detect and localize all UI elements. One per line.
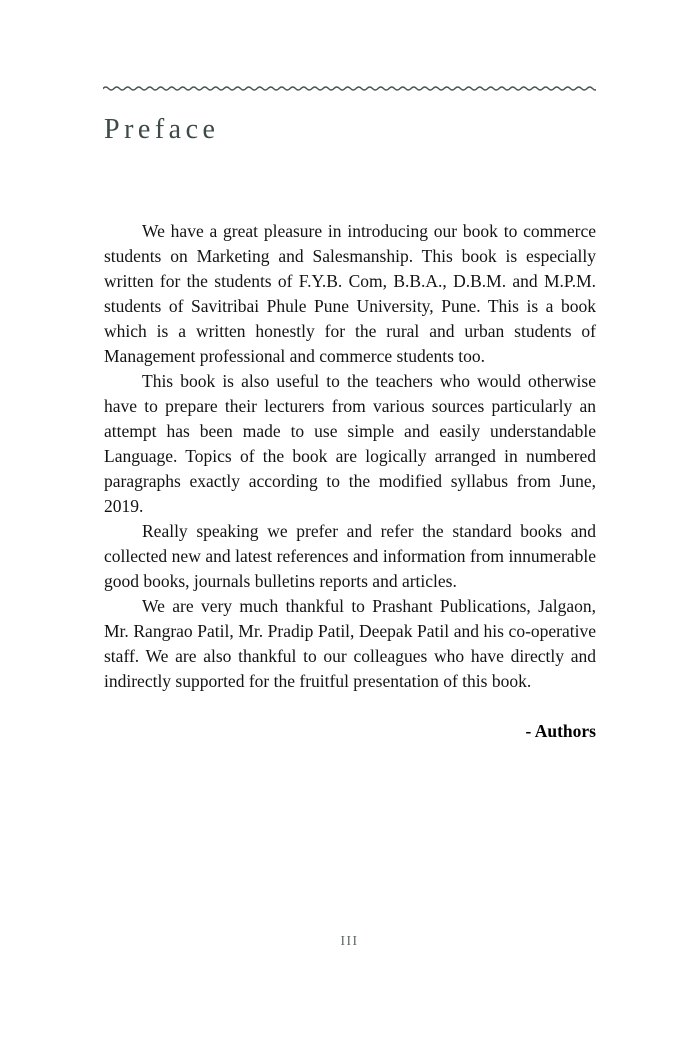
page-title: Preface	[104, 114, 220, 145]
paragraph-1: We have a great pleasure in introducing our book to commerce students on Marketing and Salesmanship. This book is especially written for the students of F.Y.B. Com, B.B.A., D.B.M. and M.P.M. students of Savitribai Phule Pune University, Pune. This is a book which is a written honestly for the rural and urban students of Management professional and commerce students too.	[104, 221, 596, 366]
paragraph-4: We are very much thankful to Prashant Publications, Jalgaon, Mr. Rangrao Patil, Mr. Pradip Patil, Deepak Patil and his co-operative staff. We are also thankful to our colleagues who have directly and indirectly supported for the fruitful presentation of this book.	[104, 596, 596, 691]
wavy-divider-line	[103, 84, 596, 93]
page-number: III	[340, 933, 359, 948]
paragraph-3: Really speaking we prefer and refer the standard books and collected new and latest references and information from innumerable good books, journals bulletins reports and articles.	[104, 521, 596, 591]
authors-signature: - Authors	[525, 721, 596, 741]
preface-body	[104, 219, 596, 744]
paragraph-2: This book is also useful to the teachers who would otherwise have to prepare their lecturers from various sources particularly an attempt has been made to use simple and easily understandable Language. Topics of the book are logically arranged in numbered paragraphs exactly according to the modified syllabus from June, 2019.	[104, 371, 596, 516]
